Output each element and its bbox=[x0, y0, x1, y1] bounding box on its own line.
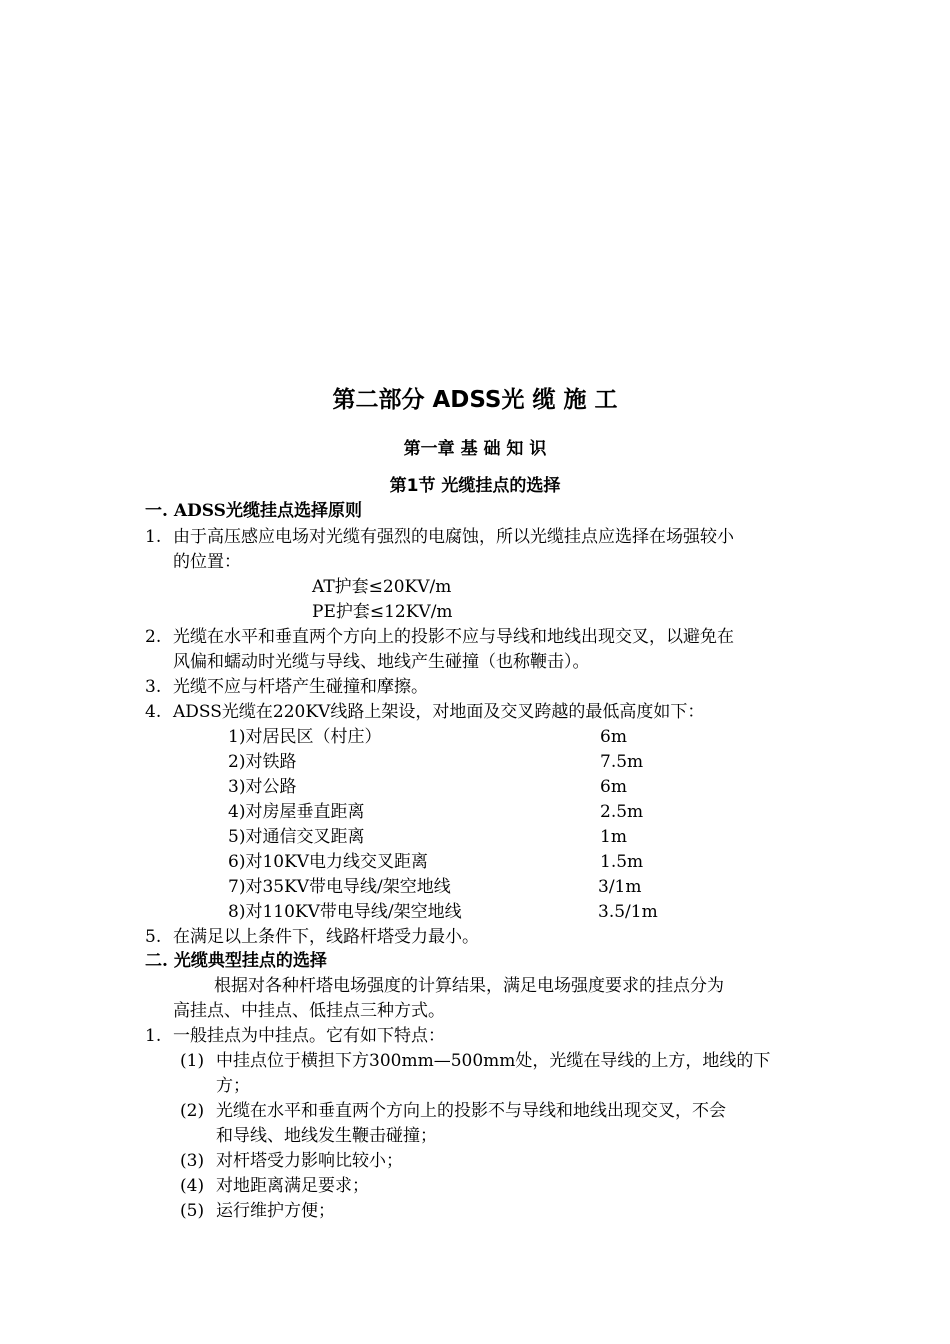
clearance-value: 3.5/1m bbox=[598, 902, 658, 922]
clearance-label: 6)对10KV电力线交叉距离 bbox=[228, 852, 429, 872]
chapter-title: 第一章 基 础 知 识 bbox=[403, 439, 547, 459]
clearance-label: 2)对铁路 bbox=[228, 752, 297, 772]
item-number: 1. bbox=[145, 1026, 162, 1046]
clearance-label: 1)对居民区（村庄） bbox=[228, 727, 382, 747]
clearance-value: 7.5m bbox=[600, 752, 644, 772]
feature-2-line-1: 光缆在水平和垂直两个方向上的投影不与导线和地线出现交叉，不会 bbox=[216, 1101, 726, 1121]
at-sheath-limit: AT护套≤20KV/m bbox=[312, 577, 452, 597]
item-number: 3. bbox=[145, 677, 162, 697]
clearance-value: 6m bbox=[600, 727, 627, 747]
item-2-line-2: 风偏和蠕动时光缆与导线、地线产生碰撞（也称鞭击）。 bbox=[173, 652, 590, 672]
feature-number: (4) bbox=[180, 1176, 205, 1196]
item-3-line-1: 光缆不应与杆塔产生碰撞和摩擦。 bbox=[173, 677, 428, 697]
section-title: 第1节 光缆挂点的选择 bbox=[389, 476, 561, 496]
item-4-line-1: ADSS光缆在220KV线路上架设，对地面及交叉跨越的最低高度如下： bbox=[173, 702, 705, 722]
feature-number: (5) bbox=[180, 1201, 205, 1221]
clearance-value: 6m bbox=[600, 777, 627, 797]
item-1-line-1: 由于高压感应电场对光缆有强烈的电腐蚀，所以光缆挂点应选择在场强较小 bbox=[173, 527, 734, 547]
intro-line-2: 高挂点、中挂点、低挂点三种方式。 bbox=[173, 1001, 445, 1021]
clearance-label: 5)对通信交叉距离 bbox=[228, 827, 365, 847]
clearance-value: 1.5m bbox=[600, 852, 644, 872]
item-number: 2. bbox=[145, 627, 162, 647]
heading-principles: 一. ADSS光缆挂点选择原则 bbox=[145, 501, 362, 521]
item-number: 1. bbox=[145, 527, 162, 547]
feature-4-line-1: 对地距离满足要求； bbox=[216, 1176, 369, 1196]
clearance-label: 4)对房屋垂直距离 bbox=[228, 802, 365, 822]
feature-3-line-1: 对杆塔受力影响比较小； bbox=[216, 1151, 403, 1171]
pe-sheath-limit: PE护套≤12KV/m bbox=[312, 602, 453, 622]
feature-2-line-2: 和导线、地线发生鞭击碰撞； bbox=[216, 1126, 437, 1146]
part-title: 第二部分 ADSS光 缆 施 工 bbox=[332, 387, 618, 413]
feature-1-line-2: 方； bbox=[216, 1076, 250, 1096]
item-5-line-1: 在满足以上条件下，线路杆塔受力最小。 bbox=[173, 927, 479, 947]
item-1-line-2: 的位置： bbox=[173, 552, 241, 572]
feature-number: (2) bbox=[180, 1101, 205, 1121]
clearance-value: 1m bbox=[600, 827, 627, 847]
clearance-label: 8)对110KV带电导线/架空地线 bbox=[228, 902, 462, 922]
item-2-line-1: 光缆在水平和垂直两个方向上的投影不应与导线和地线出现交叉，以避免在 bbox=[173, 627, 734, 647]
mid-point-intro: 一般挂点为中挂点。它有如下特点： bbox=[173, 1026, 445, 1046]
intro-line-1: 根据对各种杆塔电场强度的计算结果，满足电场强度要求的挂点分为 bbox=[214, 976, 724, 996]
feature-number: (1) bbox=[180, 1051, 205, 1071]
heading-typical-points: 二. 光缆典型挂点的选择 bbox=[145, 951, 327, 971]
clearance-value: 3/1m bbox=[598, 877, 642, 897]
item-number: 4. bbox=[145, 702, 162, 722]
clearance-value: 2.5m bbox=[600, 802, 644, 822]
clearance-label: 3)对公路 bbox=[228, 777, 297, 797]
item-number: 5. bbox=[145, 927, 162, 947]
feature-5-line-1: 运行维护方便； bbox=[216, 1201, 335, 1221]
clearance-label: 7)对35KV带电导线/架空地线 bbox=[228, 877, 451, 897]
feature-1-line-1: 中挂点位于横担下方300mm—500mm处，光缆在导线的上方，地线的下 bbox=[216, 1051, 771, 1071]
feature-number: (3) bbox=[180, 1151, 205, 1171]
